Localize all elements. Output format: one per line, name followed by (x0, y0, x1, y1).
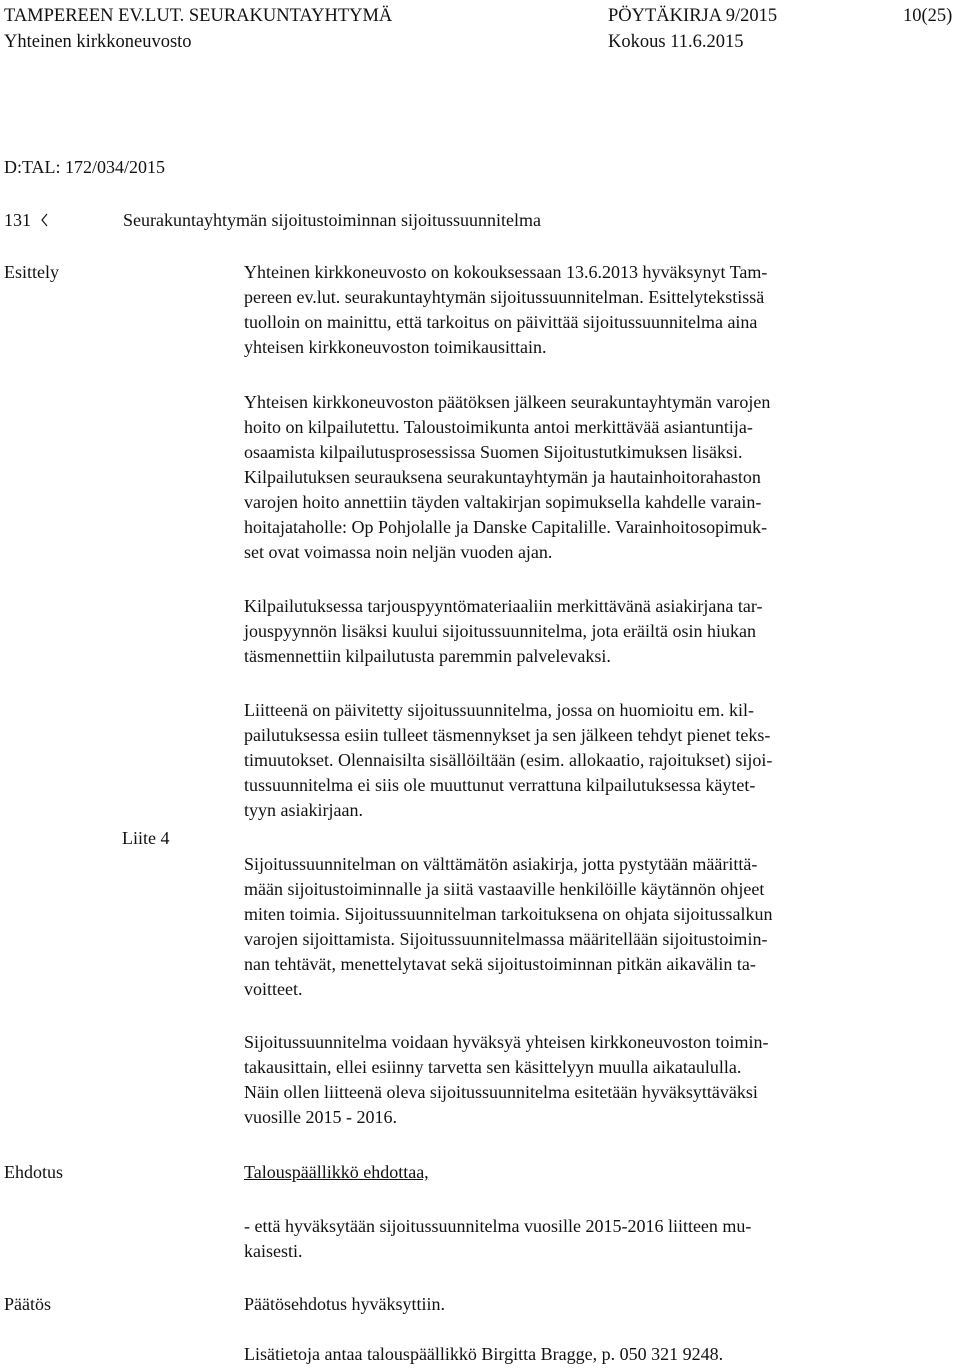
text-line: tussuunnitelma ei siis ole muuttunut verrattuna kilpailutuksessa käytet- (244, 775, 756, 795)
paragraph-tendering (244, 390, 956, 565)
text-line: varojen sijoittamista. Sijoitussuunnitelmassa määritellään sijoitustoimin- (244, 929, 768, 949)
text-line: yhteisen kirkkoneuvoston toimikausittain. (244, 337, 547, 357)
proposal-heading-text: Talouspäällikkö ehdottaa, (244, 1162, 429, 1182)
diary-number: D:TAL: 172/034/2015 (4, 157, 166, 177)
section-title: Seurakuntayhtymän sijoitustoiminnan sijoitussuunnitelma (123, 210, 541, 230)
section-number: 131 (4, 210, 31, 230)
text-line: takausittain, ellei esiinny tarvetta sen käsittelyyn muulla aikataululla. (244, 1057, 742, 1077)
text-line: - että hyväksytään sijoitussuunnitelma vuosille 2015-2016 liitteen mu- (244, 1216, 752, 1236)
paragraph-updated-plan (244, 698, 956, 823)
text-line: nan tehtävät, menettelytavat sekä sijoitustoiminnan pitkän aikavälin ta- (244, 954, 756, 974)
header-organization: TAMPEREEN EV.LUT. SEURAKUNTAYHTYMÄ (4, 6, 393, 26)
text-line: Yhteisen kirkkoneuvoston päätöksen jälkeen seurakuntayhtymän varojen (244, 392, 771, 412)
text-line: Sijoitussuunnitelma voidaan hyväksyä yhteisen kirkkoneuvoston toimin- (244, 1032, 769, 1052)
text-line: Näin ollen liitteenä oleva sijoitussuunnitelma esitetään hyväksyttäväksi (244, 1082, 758, 1102)
paragraph-approval-period (244, 1030, 956, 1130)
proposal-heading (244, 1160, 956, 1185)
text-line: pailutuksessa esiin tulleet täsmennykset ja sen jälkeen tehdyt pienet teks- (244, 725, 771, 745)
label-esittely: Esittely (4, 262, 59, 282)
paragraph-text (244, 594, 956, 669)
text-line: Kilpailutuksen seurauksena seurakuntayhtymän ja hautainhoitorahaston (244, 467, 761, 487)
text-line: Sijoitussuunnitelman on välttämätön asiakirja, jotta pystytään määrittä- (244, 854, 758, 874)
text-line: täsmennettiin kilpailutusta paremmin palvelevaksi. (244, 646, 611, 666)
section-heading (4, 208, 49, 233)
text-line: tuolloin on mainittu, että tarkoitus on päivittää sijoitussuunnitelma aina (244, 312, 758, 332)
paragraph-text (244, 1030, 956, 1130)
header-minutes-number: PÖYTÄKIRJA 9/2015 (608, 6, 778, 26)
paragraph-text (244, 260, 956, 360)
header-meeting-date: Kokous 11.6.2015 (608, 32, 744, 52)
further-info: Lisätietoja antaa talouspäällikkö Birgitta Bragge, p. 050 321 9248. (244, 1344, 724, 1364)
text-line: jouspyynnön lisäksi kuului sijoitussuunnitelma, jota eräiltä osin hiukan (244, 621, 756, 641)
text-line: pereen ev.lut. seurakuntayhtymän sijoitussuunnitelman. Esittelytekstissä (244, 287, 765, 307)
paragraph-background (244, 260, 956, 360)
label-ehdotus: Ehdotus (4, 1162, 64, 1182)
text-line: Yhteinen kirkkoneuvosto on kokouksessaan 13.6.2013 hyväksynyt Tam- (244, 262, 768, 282)
text-line: hoito on kilpailutettu. Taloustoimikunta antoi merkittävää asiantuntija- (244, 417, 753, 437)
paragraph-text (244, 390, 956, 565)
header-body-name: Yhteinen kirkkoneuvosto (4, 32, 192, 52)
text-line: osaamista kilpailutusprosessissa Suomen Sijoitustutkimuksen lisäksi. (244, 442, 743, 462)
label-paatos: Päätös (4, 1294, 51, 1314)
text-line: voitteet. (244, 979, 303, 999)
text-line: tyyn asiakirjaan. (244, 800, 363, 820)
section-mark-icon (39, 213, 49, 227)
paragraph-tender-materials (244, 594, 956, 669)
text-line: set ovat voimassa noin neljän vuoden ajan. (244, 542, 553, 562)
text-line: vuosille 2015 - 2016. (244, 1107, 397, 1127)
text-line: hoitajataholle: Op Pohjolalle ja Danske Capitalille. Varainhoitosopimuk- (244, 517, 768, 537)
text-line: Kilpailutuksessa tarjouspyyntömateriaaliin merkittävänä asiakirjana tar- (244, 596, 763, 616)
text-line: miten toimia. Sijoitussuunnitelman tarkoituksena on ohjata sijoitussalkun (244, 904, 773, 924)
decision-text: Päätösehdotus hyväksyttiin. (244, 1294, 445, 1314)
text-line: mään sijoitustoiminnalle ja siitä vastaaville henkilöille käytännön ohjeet (244, 879, 765, 899)
paragraph-text (244, 698, 956, 823)
paragraph-plan-purpose (244, 852, 956, 1002)
header-page-number: 10(25) (903, 6, 953, 26)
text-line: Liitteenä on päivitetty sijoitussuunnitelma, jossa on huomioitu em. kil- (244, 700, 754, 720)
text-line: timuutokset. Olennaisilta sisällöiltään (esim. allokaatio, rajoitukset) sijoi- (244, 750, 773, 770)
text-line: varojen hoito annettiin täyden valtakirjan sopimuksella kahdelle varain- (244, 492, 762, 512)
label-attachment: Liite 4 (122, 828, 170, 848)
text-line: kaisesti. (244, 1241, 303, 1261)
paragraph-text (244, 852, 956, 1002)
proposal-text (244, 1214, 956, 1264)
